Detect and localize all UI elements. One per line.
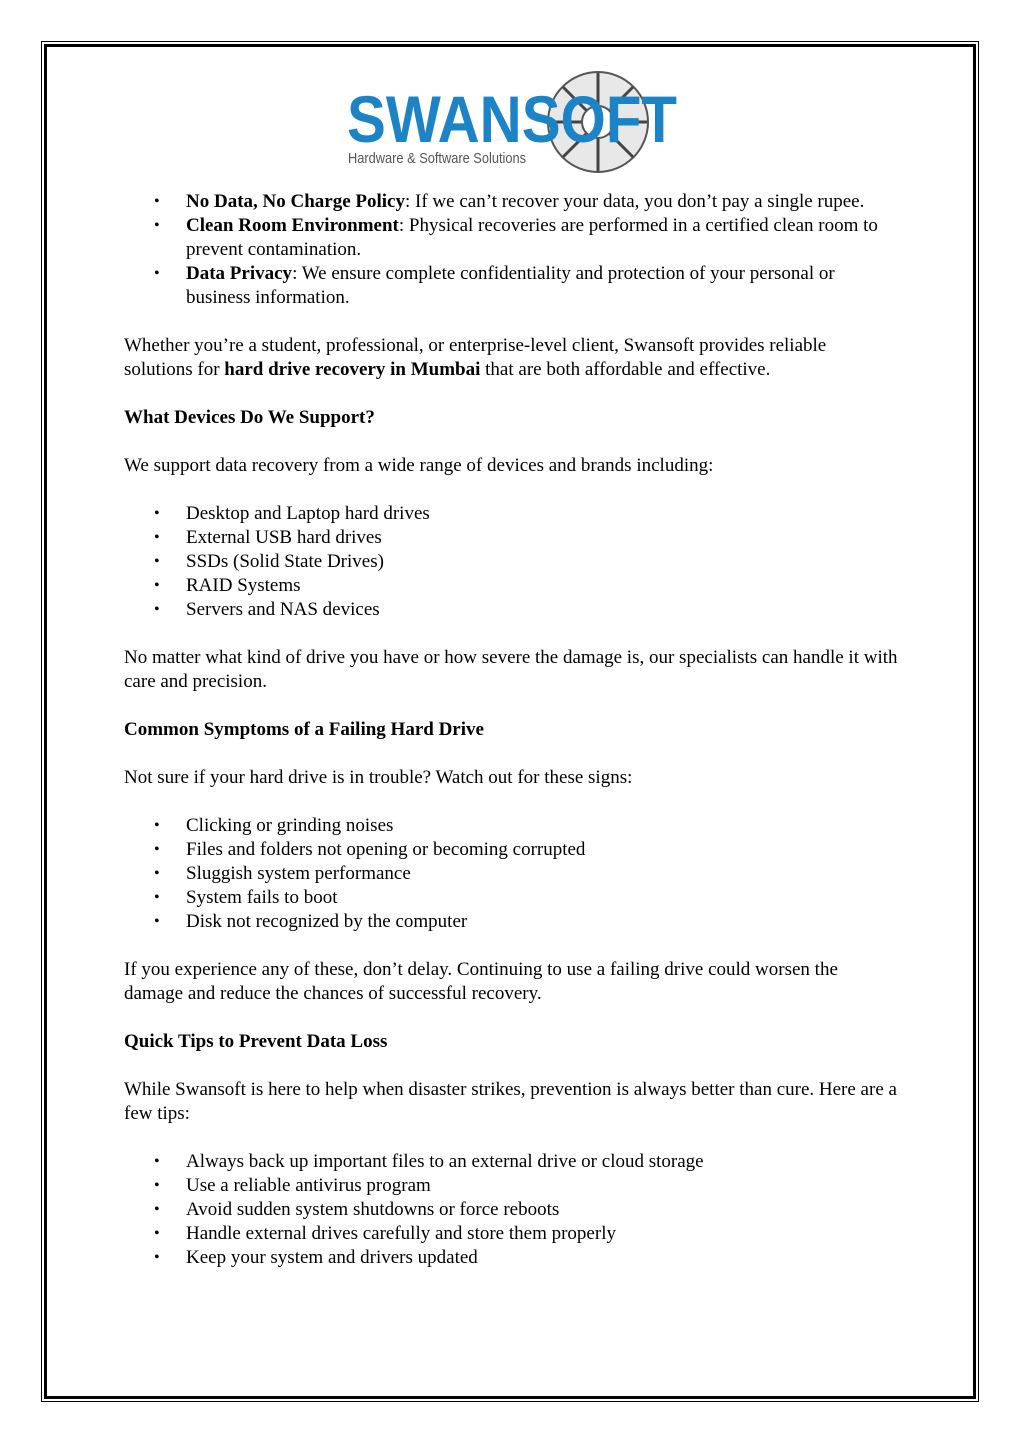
list-item: • RAID Systems [124,574,899,598]
list-item: • Clean Room Environment: Physical recoveries are performed in a certified clean room to prevent contamination. [124,214,899,262]
list-item: • Data Privacy: We ensure complete confidentiality and protection of your personal or business information. [124,262,899,310]
logo-brand-text: SWANSOFT [347,82,677,156]
list-item: • System fails to boot [124,886,899,910]
list-item: • Servers and NAS devices [124,598,899,622]
tips-list [124,1150,899,1270]
list-item: • SSDs (Solid State Drives) [124,550,899,574]
list-item: • Desktop and Laptop hard drives [124,502,899,526]
intro-paragraph: Whether you’re a student, professional, or enterprise-level client, Swansoft provides reliable solutions for hard drive recovery in Mumbai that are both affordable and effective. [124,335,827,380]
list-item: • Disk not recognized by the computer [124,910,899,934]
list-item: • Sluggish system performance [124,862,899,886]
list-item: • Always back up important files to an external drive or cloud storage [124,1150,899,1174]
section-heading-symptoms: Common Symptoms of a Failing Hard Drive [124,719,484,740]
document-body [124,190,899,1270]
list-item: • Clicking or grinding noises [124,814,899,838]
symptoms-closing: If you experience any of these, don’t delay. Continuing to use a failing drive could worsen the damage and reduce the chances of successful recovery. [124,959,838,1004]
devices-closing: No matter what kind of drive you have or how severe the damage is, our specialists can handle it with care and precision. [124,647,898,692]
devices-lead: We support data recovery from a wide range of devices and brands including: [124,455,714,476]
swansoft-logo [345,70,680,180]
section-heading-tips: Quick Tips to Prevent Data Loss [124,1031,388,1052]
list-item: • Avoid sudden system shutdowns or force reboots [124,1198,899,1222]
list-item: • Use a reliable antivirus program [124,1174,899,1198]
list-item: • Files and folders not opening or becoming corrupted [124,838,899,862]
tips-lead: While Swansoft is here to help when disaster strikes, prevention is always better than cure. Here are a few tips: [124,1079,897,1124]
symptoms-list [124,814,899,934]
section-heading-devices: What Devices Do We Support? [124,407,375,428]
list-item: • External USB hard drives [124,526,899,550]
list-item: • No Data, No Charge Policy: If we can’t recover your data, you don’t pay a single rupee. [124,190,899,214]
policy-list [124,190,899,310]
list-item: • Handle external drives carefully and store them properly [124,1222,899,1246]
devices-list [124,502,899,622]
symptoms-lead: Not sure if your hard drive is in trouble? Watch out for these signs: [124,767,633,788]
logo-tagline: Hardware & Software Solutions [348,150,526,167]
list-item: • Keep your system and drivers updated [124,1246,899,1270]
